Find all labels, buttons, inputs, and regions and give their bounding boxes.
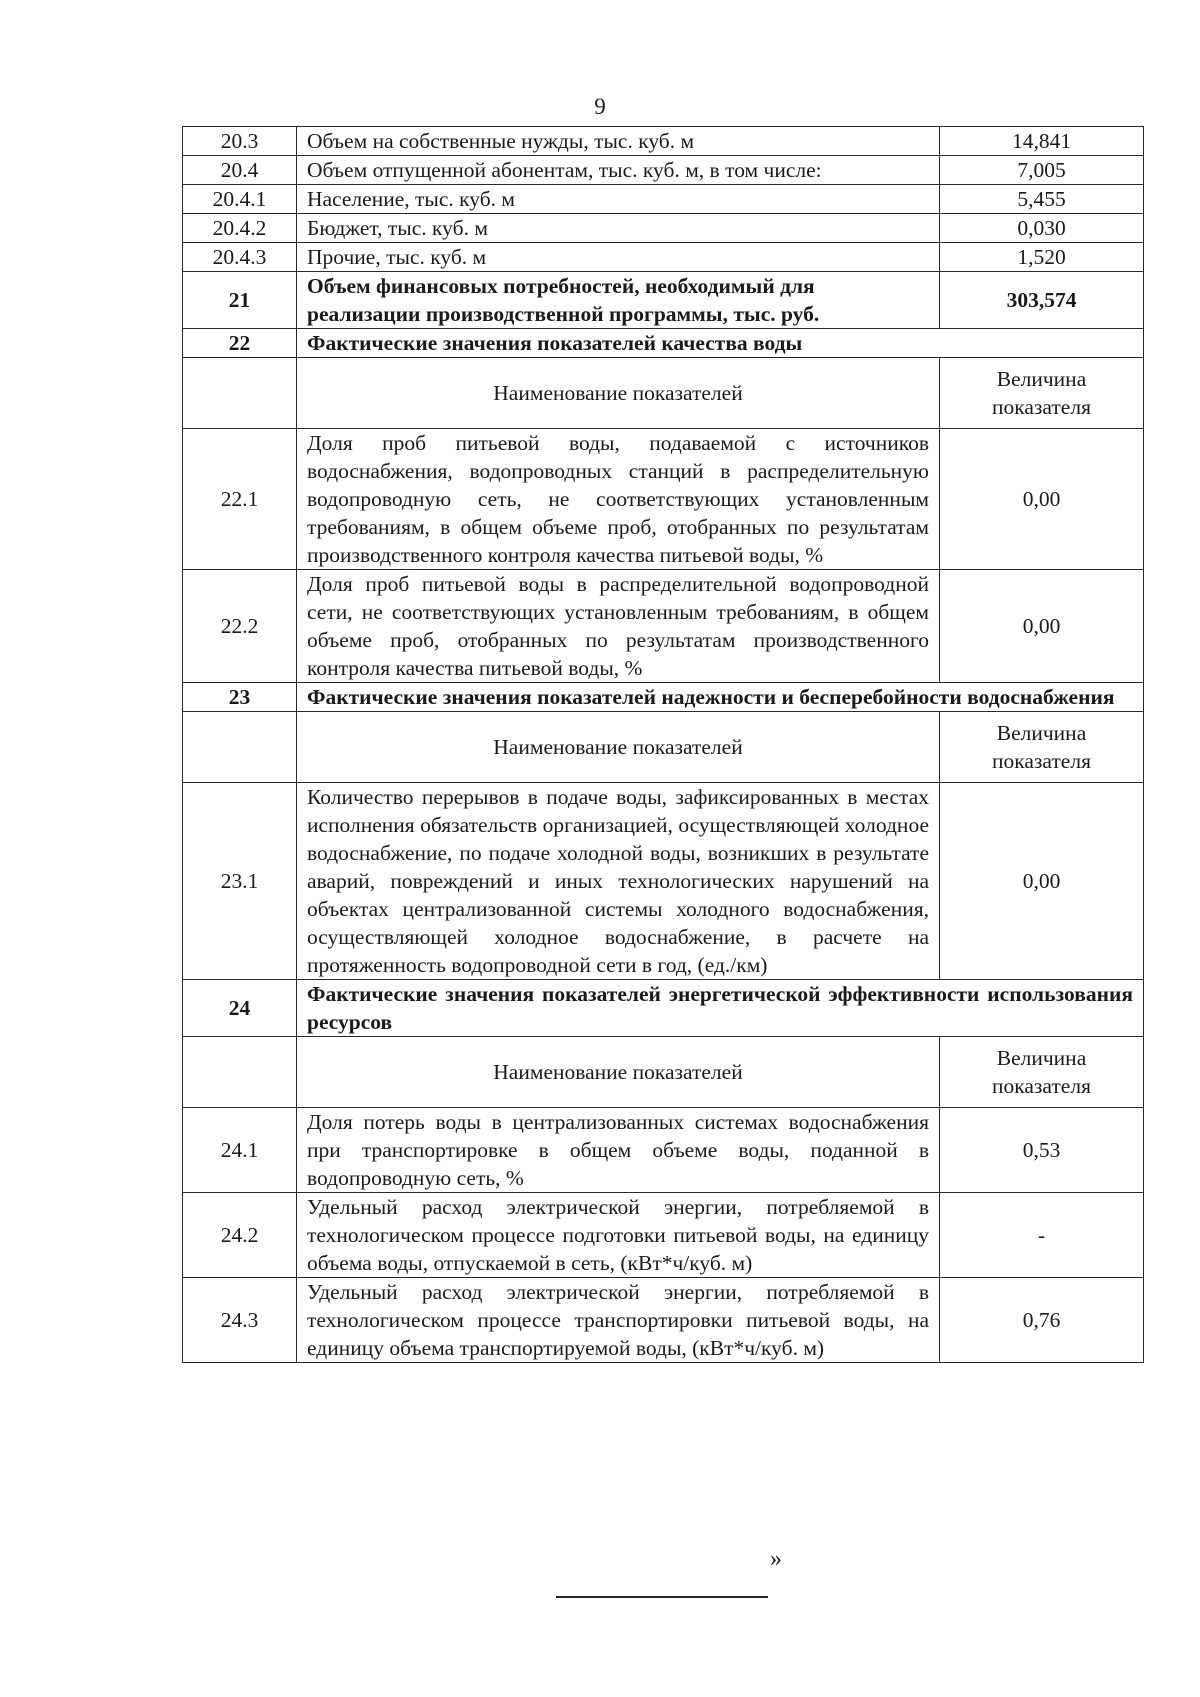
row-value: 0,76 bbox=[940, 1278, 1144, 1363]
header-empty-cell bbox=[183, 1037, 297, 1108]
section-title: Фактические значения показателей качества воды bbox=[297, 329, 1144, 358]
header-indicator-name: Наименование показателей bbox=[297, 358, 940, 429]
column-header-row bbox=[183, 712, 1144, 783]
row-number: 20.4 bbox=[183, 156, 297, 185]
row-name: Доля потерь воды в централизованных системах водоснабжения при транспортировке в общем объеме воды, поданной в водопроводную сеть, % bbox=[297, 1108, 940, 1193]
section-number: 23 bbox=[183, 683, 297, 712]
row-name: Количество перерывов в подаче воды, зафиксированных в местах исполнения обязательств организацией, осуществляющей холодное водоснабжение, по подаче холодной воды, возникших в результате аварий, повреждений и иных технологических нарушений на объектах централизованной системы холодного водоснабжения, осуществляющей холодное водоснабжение, в расчете на протяженность водопроводной сети в год, (ед./км) bbox=[297, 783, 940, 980]
row-number: 24.1 bbox=[183, 1108, 297, 1193]
header-empty-cell bbox=[183, 358, 297, 429]
section-number: 22 bbox=[183, 329, 297, 358]
production-program-table bbox=[182, 126, 1144, 1363]
section-title: Фактические значения показателей надежности и бесперебойности водоснабжения bbox=[297, 683, 1144, 712]
row-value: 1,520 bbox=[940, 243, 1144, 272]
table-row bbox=[183, 156, 1144, 185]
row-number: 20.4.1 bbox=[183, 185, 297, 214]
table-row bbox=[183, 783, 1144, 980]
row-number: 24.2 bbox=[183, 1193, 297, 1278]
row-value: 0,030 bbox=[940, 214, 1144, 243]
section-number: 24 bbox=[183, 980, 297, 1037]
table-row bbox=[183, 1108, 1144, 1193]
section-row-water-quality bbox=[183, 329, 1144, 358]
footer-divider-line bbox=[556, 1596, 768, 1598]
row-name: Доля проб питьевой воды, подаваемой с источников водоснабжения, водопроводных станций в распределительную водопроводную сеть, не соответствующих установленным требованиям, в общем объеме проб, отобранных по результатам производственного контроля качества питьевой воды, % bbox=[297, 429, 940, 570]
row-value: 303,574 bbox=[940, 272, 1144, 329]
table-row bbox=[183, 127, 1144, 156]
table-row-financial-needs bbox=[183, 272, 1144, 329]
row-number: 20.4.2 bbox=[183, 214, 297, 243]
table-row bbox=[183, 1193, 1144, 1278]
section-title: Фактические значения показателей энергетической эффективности использования ресурсов bbox=[297, 980, 1144, 1037]
row-value: - bbox=[940, 1193, 1144, 1278]
row-name: Объем отпущенной абонентам, тыс. куб. м, в том числе: bbox=[297, 156, 940, 185]
row-number: 22.1 bbox=[183, 429, 297, 570]
table-row bbox=[183, 570, 1144, 683]
table-row bbox=[183, 243, 1144, 272]
column-header-row bbox=[183, 358, 1144, 429]
row-name: Объем финансовых потребностей, необходимый для реализации производственной программы, тыс. руб. bbox=[297, 272, 940, 329]
row-name: Удельный расход электрической энергии, потребляемой в технологическом процессе подготовки питьевой воды, на единицу объема воды, отпускаемой в сеть, (кВт*ч/куб. м) bbox=[297, 1193, 940, 1278]
row-number: 20.3 bbox=[183, 127, 297, 156]
table-row bbox=[183, 1278, 1144, 1363]
header-indicator-value: Величина показателя bbox=[940, 358, 1144, 429]
row-value: 0,00 bbox=[940, 783, 1144, 980]
header-indicator-value: Величина показателя bbox=[940, 712, 1144, 783]
row-number: 20.4.3 bbox=[183, 243, 297, 272]
header-indicator-value: Величина показателя bbox=[940, 1037, 1144, 1108]
row-value: 0,00 bbox=[940, 429, 1144, 570]
closing-quote-mark: » bbox=[770, 1546, 782, 1572]
section-row-reliability bbox=[183, 683, 1144, 712]
row-name: Население, тыс. куб. м bbox=[297, 185, 940, 214]
column-header-row bbox=[183, 1037, 1144, 1108]
row-value: 14,841 bbox=[940, 127, 1144, 156]
table-row bbox=[183, 185, 1144, 214]
table-row bbox=[183, 429, 1144, 570]
row-number: 24.3 bbox=[183, 1278, 297, 1363]
row-value: 0,00 bbox=[940, 570, 1144, 683]
section-row-energy-efficiency bbox=[183, 980, 1144, 1037]
row-name: Объем на собственные нужды, тыс. куб. м bbox=[297, 127, 940, 156]
row-value: 0,53 bbox=[940, 1108, 1144, 1193]
row-number: 21 bbox=[183, 272, 297, 329]
row-name: Доля проб питьевой воды в распределительной водопроводной сети, не соответствующих установленным требованиям, в общем объеме проб, отобранных по результатам производственного контроля качества питьевой воды, % bbox=[297, 570, 940, 683]
header-empty-cell bbox=[183, 712, 297, 783]
row-value: 7,005 bbox=[940, 156, 1144, 185]
row-name: Удельный расход электрической энергии, потребляемой в технологическом процессе транспортировки питьевой воды, на единицу объема транспортируемой воды, (кВт*ч/куб. м) bbox=[297, 1278, 940, 1363]
page-number: 9 bbox=[594, 94, 606, 119]
row-number: 22.2 bbox=[183, 570, 297, 683]
row-name: Бюджет, тыс. куб. м bbox=[297, 214, 940, 243]
row-value: 5,455 bbox=[940, 185, 1144, 214]
header-indicator-name: Наименование показателей bbox=[297, 712, 940, 783]
row-name: Прочие, тыс. куб. м bbox=[297, 243, 940, 272]
header-indicator-name: Наименование показателей bbox=[297, 1037, 940, 1108]
row-number: 23.1 bbox=[183, 783, 297, 980]
table-row bbox=[183, 214, 1144, 243]
